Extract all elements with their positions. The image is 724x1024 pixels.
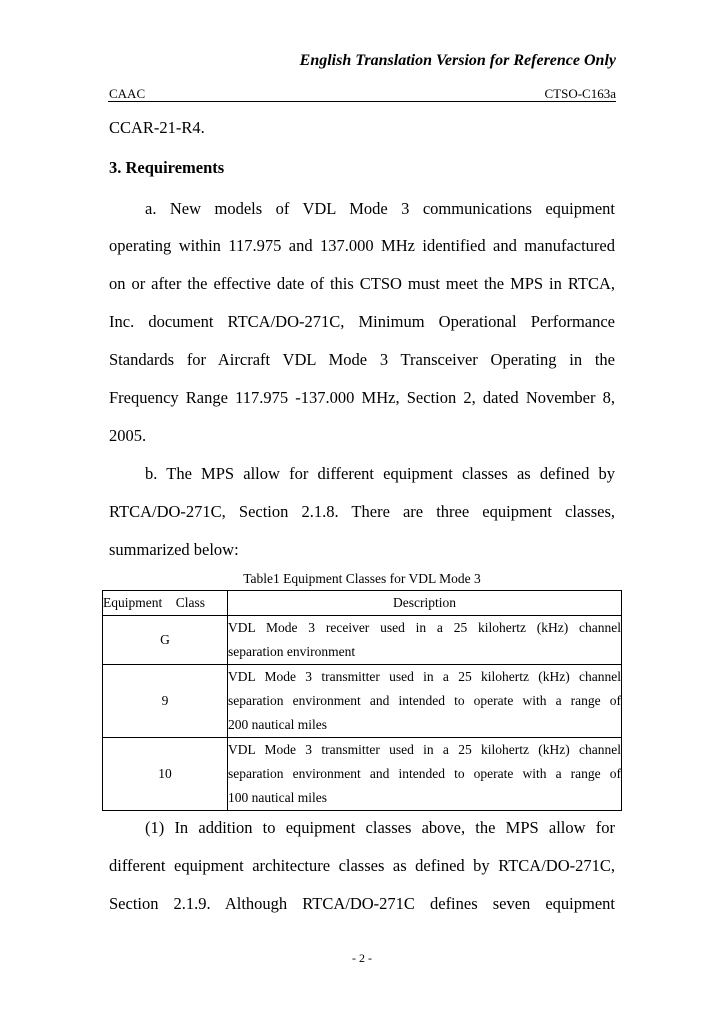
paragraph-a-line: Frequency Range 117.975 -137.000 MHz, Section 2, dated November 8, (109, 388, 615, 407)
paragraph-b-line: b. The MPS allow for different equipment classes as defined by (145, 464, 615, 483)
column-header-description: Description (228, 591, 622, 616)
description-cell (228, 738, 622, 811)
page-number: - 2 - (352, 951, 372, 965)
section-heading: 3. Requirements (109, 158, 225, 177)
description-line: separation environment (228, 644, 356, 659)
column-header-class: Equipment Class (103, 591, 228, 616)
paragraph-1-line: (1) In addition to equipment classes above, the MPS allow for (145, 818, 615, 837)
paragraph-a-line: operating within 117.975 and 137.000 MHz identified and manufactured (109, 236, 615, 255)
class-cell: 10 (103, 738, 228, 811)
description-cell (228, 616, 622, 665)
paragraph-a-line: Inc. document RTCA/DO-271C, Minimum Operational Performance (109, 312, 615, 331)
table-row (103, 738, 622, 811)
paragraph-1-line: Section 2.1.9. Although RTCA/DO-271C defines seven equipment (109, 894, 615, 913)
equipment-class-table (102, 590, 622, 811)
description-line: VDL Mode 3 transmitter used in a 25 kilohertz (kHz) channel (228, 669, 621, 684)
table-row (103, 665, 622, 738)
paragraph-a-line: Standards for Aircraft VDL Mode 3 Transceiver Operating in the (109, 350, 615, 369)
class-cell: G (103, 616, 228, 665)
description-line: VDL Mode 3 receiver used in a 25 kilohertz (kHz) channel (228, 620, 621, 635)
paragraph-1-line: different equipment architecture classes as defined by RTCA/DO-271C, (109, 856, 615, 875)
header-rule (108, 101, 616, 102)
description-line: separation environment and intended to operate with a range of (228, 766, 621, 781)
description-line: VDL Mode 3 transmitter used in a 25 kilohertz (kHz) channel (228, 742, 621, 757)
paragraph-b-line: summarized below: (109, 540, 239, 559)
description-line: 100 nautical miles (228, 790, 327, 805)
text-line: CCAR-21-R4. (109, 118, 205, 137)
paragraph-a-line: 2005. (109, 426, 147, 445)
class-cell: 9 (103, 665, 228, 738)
header-doc-id: CTSO-C163a (544, 86, 616, 101)
translation-banner: English Translation Version for Reference Only (299, 52, 616, 69)
description-cell (228, 665, 622, 738)
paragraph-b-line: RTCA/DO-271C, Section 2.1.8. There are three equipment classes, (109, 502, 615, 521)
header-agency: CAAC (109, 86, 146, 101)
paragraph-a-line: a. New models of VDL Mode 3 communications equipment (145, 199, 615, 218)
table-header-row (103, 591, 622, 616)
table-caption: Table1 Equipment Classes for VDL Mode 3 (243, 571, 481, 586)
table-row (103, 616, 622, 665)
description-line: separation environment and intended to operate with a range of (228, 693, 621, 708)
paragraph-a-line: on or after the effective date of this CTSO must meet the MPS in RTCA, (109, 274, 615, 293)
description-line: 200 nautical miles (228, 717, 327, 732)
